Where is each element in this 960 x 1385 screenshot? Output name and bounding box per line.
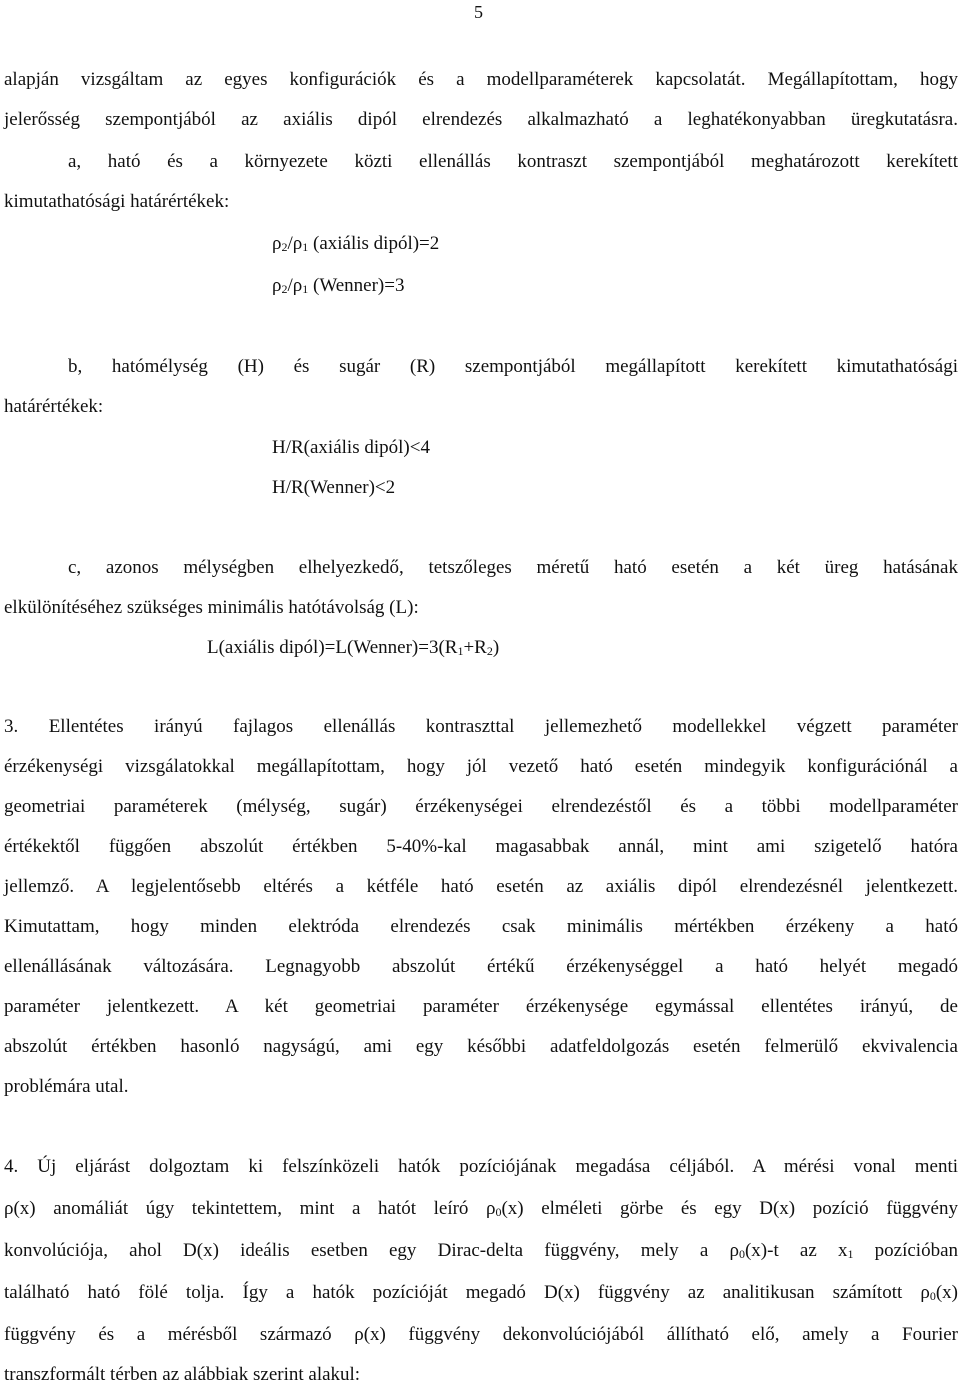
item-b-line: b, hatómélység (H) és sugár (R) szempontjából megállapított kerekített kimutathatósági [68,356,958,377]
thesis-3-line: geometriai paraméterek (mélység, sugár) érzékenységei elrendezéstől és a többi modellparaméter [4,796,958,817]
thesis-3-line: problémára utal. [4,1076,129,1097]
thesis-3-line: jellemző. A legjelentősebb eltérés a kétféle ható esetén az axiális dipól elrendezésnél jelentkezett. [4,876,958,897]
thesis-4-line: konvolúciója, ahol D(x) ideális esetben egy Dirac-delta függvény, mely a $\rho_0(x)-t$ az $x_1$ pozícióban [4,1240,959,1261]
thesis-4-line: található ható fölé tolja. Így a hatók pozícióját megadó D(x) függvény az analitikusan számított $\rho_0(x)$ [4,1282,958,1303]
item-a-line: a, ható és a környezete közti ellenállás kontraszt szempontjából meghatározott kerekített [68,151,958,172]
thesis-4-line: 4. Új eljárást dolgoztam ki felszínközeli hatók pozíciójának megadása céljából. A mérési vonal menti [4,1156,958,1177]
item-b-line: határértékek: [4,396,104,417]
thesis-4-line: ρ(x) anomáliát úgy tekintettem, mint a hatót leíró $\rho_0(x)$ elméleti görbe és egy D(x) pozíció függvény [4,1198,958,1219]
formula-wenner-contrast: $\rho_2/\rho_1$ (Wenner)=3 [272,275,405,296]
thesis-3-line: Kimutattam, hogy minden elektróda elrendezés csak minimális mértékben érzékeny a ható [4,916,958,937]
thesis-3-line: 3. Ellentétes irányú fajlagos ellenállás kontraszttal jellemezhető modellekkel végzett paraméter [4,716,958,737]
item-c-line: elkülönítéséhez szükséges minimális hatótávolság (L): [4,597,419,618]
page-number: 5 [474,2,483,22]
body-line: alapján vizsgáltam az egyes konfigurációk és a modellparaméterek kapcsolatát. Megállapítottam, hogy [4,69,958,90]
formula-hr-wenner: H/R(Wenner)<2 [272,477,396,498]
thesis-4-line: transzformált térben az alábbiak szerint alakul: [4,1364,361,1385]
body-line: jelerősség szempontjából az axiális dipól elrendezés alkalmazható a leghatékonyabban üregkutatásra. [4,109,958,130]
thesis-3-line: paraméter jelentkezett. A két geometriai paraméter érzékenysége egymással ellentétes irányú, de [4,996,958,1017]
thesis-3-line: abszolút értékben hasonló nagyságú, ami egy későbbi adatfeldolgozás esetén felmerülő ekvivalencia [4,1036,958,1057]
thesis-4-line: függvény és a mérésből származó ρ(x) függvény dekonvolúciójából állítható elő, amely a Fourier [4,1324,958,1345]
thesis-3-line: értékektől függően abszolút értékben 5-40%-kal magasabbak annál, mint ami szigetelő hatóra [4,836,958,857]
item-c-line: c, azonos mélységben elhelyezkedő, tetszőleges méretű ható esetén a két üreg hatásának [68,557,958,578]
thesis-3-line: érzékenységi vizsgálatokkal megállapítottam, hogy jól vezető ható esetén mindegyik konfigurációnál a [4,756,958,777]
thesis-3-line: ellenállásának változására. Legnagyobb abszolút értékű érzékenységgel a ható helyét megadó [4,956,958,977]
item-a-line: kimutathatósági határértékek: [4,191,230,212]
formula-distance: L(axiális $dipól)=L(Wenner)=3(R_1+R_2)$ [207,637,500,658]
formula-axial-dipole-contrast: $\rho_2/\rho_1$ (axiális dipól)=2 [272,233,440,254]
formula-hr-axial: H/R(axiális dipól)<4 [272,437,430,458]
